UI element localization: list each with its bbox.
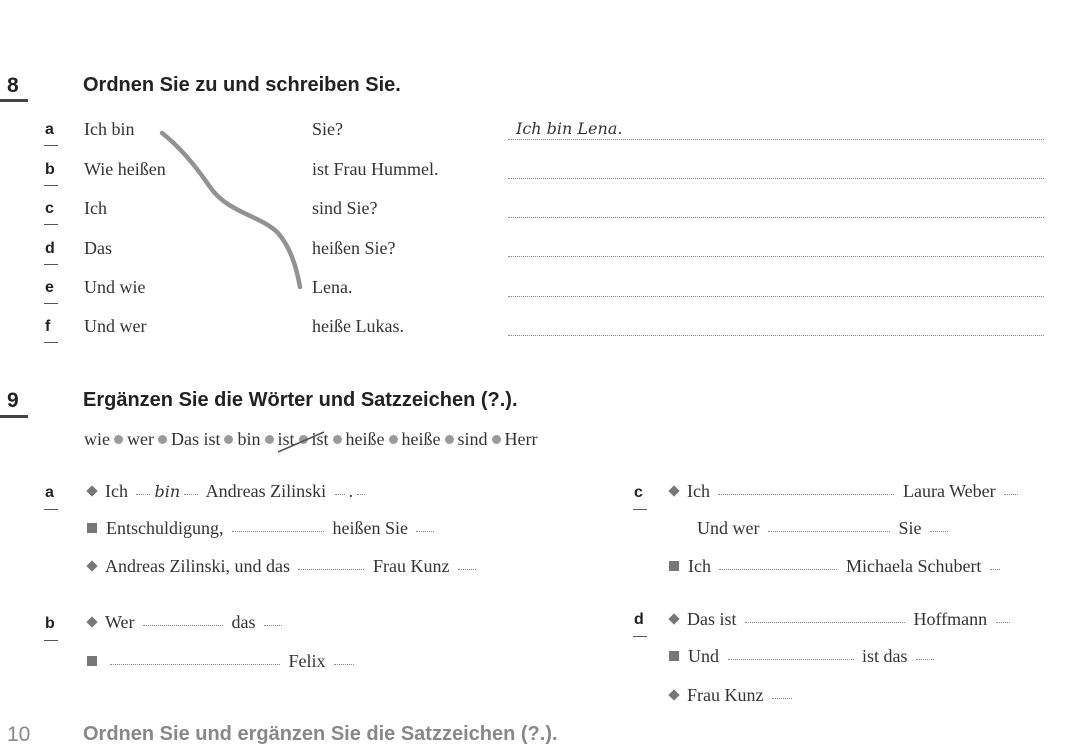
exercise-8-title: Ordnen Sie zu und schreiben Sie. [83, 74, 401, 96]
blank-field[interactable] [990, 569, 1000, 570]
exercise-10-title: Ordnen Sie und ergänzen Sie die Satzzeichen (?.). [83, 723, 558, 745]
dialog-text: Frau Kunz [372, 556, 450, 576]
diamond-bullet-icon [668, 613, 679, 624]
row-letter-underline [44, 145, 58, 146]
dialog-c-line-2 [697, 518, 952, 539]
left-phrase-b: Wie heißen [84, 159, 166, 179]
dialog-text: das [231, 612, 256, 632]
pencil-connection-line [150, 125, 320, 295]
blank-field[interactable] [357, 494, 365, 495]
diamond-bullet-icon [86, 560, 97, 571]
right-phrase-e: Lena. [312, 277, 353, 297]
diamond-bullet-icon [668, 689, 679, 700]
answer-line-c[interactable] [508, 217, 1044, 218]
word-bank-item: wie [84, 429, 110, 449]
dialog-text: Und wer [697, 518, 760, 538]
blank-field[interactable] [996, 622, 1010, 623]
exercise-9-marker [0, 415, 28, 418]
dialog-text: Ich [687, 481, 710, 501]
task-letter-c: c [634, 484, 643, 501]
task-letter-b: b [45, 615, 55, 632]
word-bank-item-crossed: bin [237, 429, 261, 449]
row-letter-b: b [45, 161, 55, 178]
row-letter-underline [44, 185, 58, 186]
row-letter-c: c [45, 200, 54, 217]
square-bullet-icon [669, 561, 679, 571]
bullet-dot-icon [158, 435, 167, 444]
dialog-c-line-3 [669, 556, 1004, 577]
left-phrase-c: Ich [84, 198, 107, 218]
dialog-text: Wer [105, 612, 135, 632]
word-bank-item: sind [457, 429, 488, 449]
blank-field[interactable] [110, 664, 280, 665]
exercise-8-marker [0, 99, 28, 102]
task-letter-underline [44, 509, 58, 510]
blank-field[interactable] [745, 622, 905, 623]
blank-field[interactable] [136, 494, 150, 495]
dialog-text: Hoffmann [913, 609, 988, 629]
blank-field[interactable] [719, 569, 837, 570]
exercise-10-number: 10 [7, 723, 31, 746]
task-letter-a: a [45, 484, 54, 501]
diamond-bullet-icon [668, 485, 679, 496]
left-phrase-a: Ich bin [84, 119, 135, 139]
dialog-text: Sie [898, 518, 922, 538]
dialog-c-line-1 [670, 481, 1022, 502]
dialog-text: ist das [862, 646, 908, 666]
row-letter-underline [44, 264, 58, 265]
dialog-text: Michaela Schubert [845, 556, 982, 576]
right-phrase-c: sind Sie? [312, 198, 378, 218]
dialog-d-line-1 [670, 609, 1014, 630]
dialog-d-line-2 [669, 646, 938, 667]
answer-line-f[interactable] [508, 335, 1044, 336]
square-bullet-icon [669, 651, 679, 661]
left-phrase-f: Und wer [84, 316, 147, 336]
right-phrase-f: heiße Lukas. [312, 316, 404, 336]
dialog-text: Entschuldigung, [106, 518, 224, 538]
dialog-text: Und [688, 646, 719, 666]
word-bank-item: ist [311, 429, 329, 449]
right-phrase-b: ist Frau Hummel. [312, 159, 439, 179]
bullet-dot-icon [265, 435, 274, 444]
exercise-8-number: 8 [7, 74, 19, 97]
dialog-b-line-2 [87, 651, 358, 672]
dialog-text: Ich [105, 481, 128, 501]
exercise-9-number: 9 [7, 389, 19, 412]
blank-field[interactable] [334, 664, 354, 665]
blank-field[interactable] [718, 494, 894, 495]
dialog-text: Andreas Zilinski [205, 481, 327, 501]
row-letter-d: d [45, 240, 55, 257]
blank-field[interactable] [1004, 494, 1018, 495]
right-phrase-d: heißen Sie? [312, 238, 396, 258]
right-phrase-a: Sie? [312, 119, 343, 139]
blank-field[interactable] [930, 531, 948, 532]
bullet-dot-icon [333, 435, 342, 444]
blank-field[interactable] [728, 659, 854, 660]
dialog-text: Laura Weber [902, 481, 996, 501]
strike-through-mark [276, 428, 328, 456]
answer-line-e[interactable] [508, 296, 1044, 297]
dialog-text: Andreas Zilinski, und das [105, 556, 290, 576]
word-bank-item: wer [127, 429, 154, 449]
dialog-text: Das ist [687, 609, 737, 629]
square-bullet-icon [87, 656, 97, 666]
handwritten-fill: bin [154, 482, 181, 501]
word-bank-item: Herr [504, 429, 538, 449]
bullet-dot-icon [389, 435, 398, 444]
blank-field[interactable] [184, 494, 198, 495]
blank-field[interactable] [298, 569, 364, 570]
word-bank-item: heiße [401, 429, 441, 449]
task-letter-underline [633, 509, 647, 510]
answer-line-a[interactable] [508, 139, 1044, 140]
blank-field[interactable] [458, 569, 476, 570]
blank-field[interactable] [772, 698, 792, 699]
blank-field[interactable] [768, 531, 890, 532]
task-letter-underline [44, 640, 58, 641]
word-bank-item: heiße [345, 429, 385, 449]
dialog-a-line-2 [87, 518, 438, 539]
row-letter-underline [44, 303, 58, 304]
left-phrase-e: Und wie [84, 277, 146, 297]
dialog-a-line-1 [88, 481, 369, 502]
dialog-a-line-3 [88, 556, 480, 577]
punctuation-fill: . [348, 481, 354, 501]
dialog-d-line-3 [670, 685, 796, 706]
word-bank-item: Das ist [170, 429, 221, 449]
word-bank-item: ist [277, 429, 295, 449]
blank-field[interactable] [416, 531, 434, 532]
row-letter-e: e [45, 279, 54, 296]
row-letter-f: f [45, 318, 51, 335]
exercise-9-title: Ergänzen Sie die Wörter und Satzzeichen (?.). [83, 389, 518, 411]
bullet-dot-icon [114, 435, 123, 444]
blank-field[interactable] [335, 494, 345, 495]
row-letter-a: a [45, 121, 54, 138]
blank-field[interactable] [264, 625, 282, 626]
dialog-b-line-1 [88, 612, 286, 633]
bullet-dot-icon [445, 435, 454, 444]
row-letter-underline [44, 342, 58, 343]
diamond-bullet-icon [86, 485, 97, 496]
diamond-bullet-icon [86, 616, 97, 627]
dialog-text: Ich [688, 556, 711, 576]
answer-handwritten-a: Ich bin Lena. [516, 119, 623, 138]
dialog-text: Felix [288, 651, 326, 671]
square-bullet-icon [87, 523, 97, 533]
blank-field[interactable] [232, 531, 324, 532]
row-letter-underline [44, 224, 58, 225]
task-letter-underline [633, 636, 647, 637]
answer-line-d[interactable] [508, 256, 1044, 257]
left-phrase-d: Das [84, 238, 112, 258]
bullet-dot-icon [492, 435, 501, 444]
dialog-text: heißen Sie [332, 518, 408, 538]
bullet-dot-icon [224, 435, 233, 444]
task-letter-d: d [634, 611, 644, 628]
dialog-text: Frau Kunz [687, 685, 764, 705]
blank-field[interactable] [916, 659, 934, 660]
blank-field[interactable] [143, 625, 223, 626]
answer-line-b[interactable] [508, 178, 1044, 179]
